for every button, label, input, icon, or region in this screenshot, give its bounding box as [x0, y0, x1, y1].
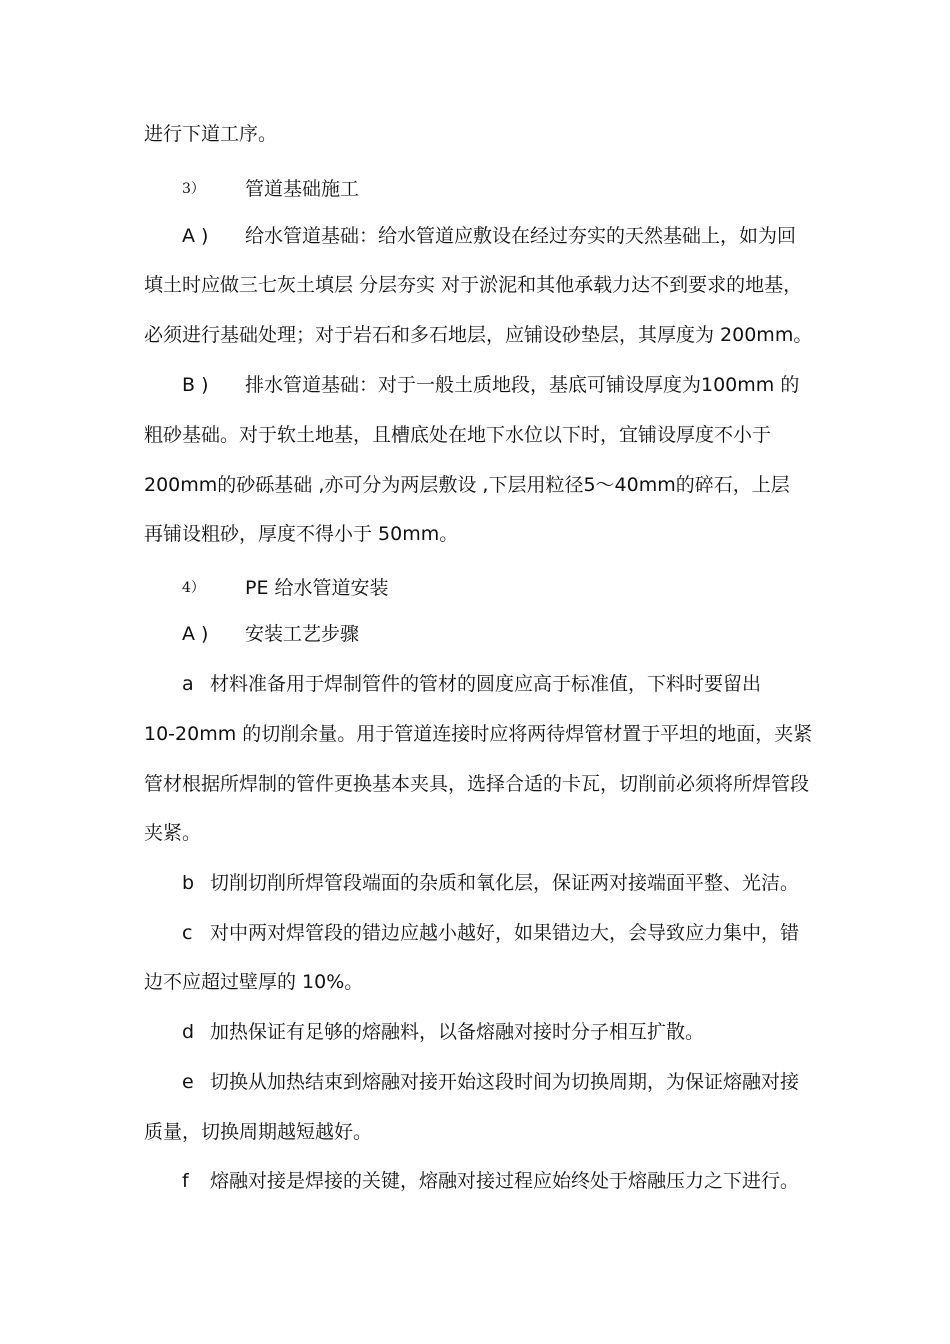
body-text-line: 进行下道工序。: [144, 123, 278, 145]
list-item: [182, 670, 822, 698]
subsection-heading: 安装工艺步骤: [245, 623, 360, 645]
item-label: B ): [182, 374, 209, 396]
body-text-line: 夹紧。: [144, 822, 202, 844]
body-text: 材料准备用于焊制管件的管材的圆度应高于标准值，下料时要留出: [210, 673, 762, 695]
body-text-line: 给水管道基础：给水管道应敷设在经过夯实的天然基础上，如为回: [245, 225, 797, 247]
body-text: 切削切削所焊管段端面的杂质和氧化层，保证两对接端面平整、光洁。: [210, 872, 800, 894]
body-text-line: 边不应超过壁厚的 10%。: [144, 971, 364, 993]
item-letter: a: [182, 673, 194, 695]
item-letter: e: [182, 1071, 194, 1093]
body-text-line: 粗砂基础。对于软土地基，且槽底处在地下水位以下时，宜铺设厚度不小于: [144, 424, 772, 446]
section-heading: 管道基础施工: [245, 178, 360, 200]
body-text-line: 质量，切换周期越短越好。: [144, 1121, 373, 1143]
list-item: [182, 1068, 822, 1096]
item-letter: b: [182, 872, 195, 894]
body-text: 加热保证有足够的熔融料，以备熔融对接时分子相互扩散。: [210, 1021, 705, 1043]
body-text-line: 管材根据所焊制的管件更换基本夹具，选择合适的卡瓦，切削前必须将所焊管段: [144, 773, 810, 795]
body-text-line: 填土时应做三七灰土填层 分层夯实 对于淤泥和其他承载力达不到要求的地基，: [144, 274, 803, 296]
body-text-line: 排水管道基础：对于一般土质地段，基底可铺设厚度为100mm 的: [245, 374, 800, 396]
section-number: 3）: [182, 181, 205, 197]
list-item: [182, 1167, 822, 1195]
item-letter: c: [182, 922, 193, 944]
list-item: [182, 1018, 822, 1046]
body-text-line: 再铺设粗砂，厚度不得小于 50mm。: [144, 523, 459, 545]
section-number: 4）: [182, 580, 205, 596]
body-text-line: 必须进行基础处理；对于岩石和多石地层，应铺设砂垫层，其厚度为 200mm。: [144, 324, 813, 346]
item-label: A ): [182, 225, 209, 247]
item-label: A ): [182, 623, 209, 645]
item-letter: d: [182, 1021, 195, 1043]
body-text-line: 200mm的砂砾基础 ,亦可分为两层敷设 ,下层用粒径5～40mm的碎石，上层: [144, 474, 790, 496]
list-item: [182, 869, 822, 897]
body-text: 熔融对接是焊接的关键，熔融对接过程应始终处于熔融压力之下进行。: [210, 1170, 800, 1192]
section-heading: PE 给水管道安装: [245, 577, 389, 599]
body-text: 对中两对焊管段的错边应越小越好，如果错边大，会导致应力集中，错: [210, 922, 800, 944]
list-item: [182, 919, 822, 947]
item-letter: f: [182, 1170, 189, 1192]
body-text-line: 10-20mm 的切削余量。用于管道连接时应将两待焊管材置于平坦的地面，夹紧: [144, 723, 813, 745]
body-text: 切换从加热结束到熔融对接开始这段时间为切换周期，为保证熔融对接: [210, 1071, 800, 1093]
